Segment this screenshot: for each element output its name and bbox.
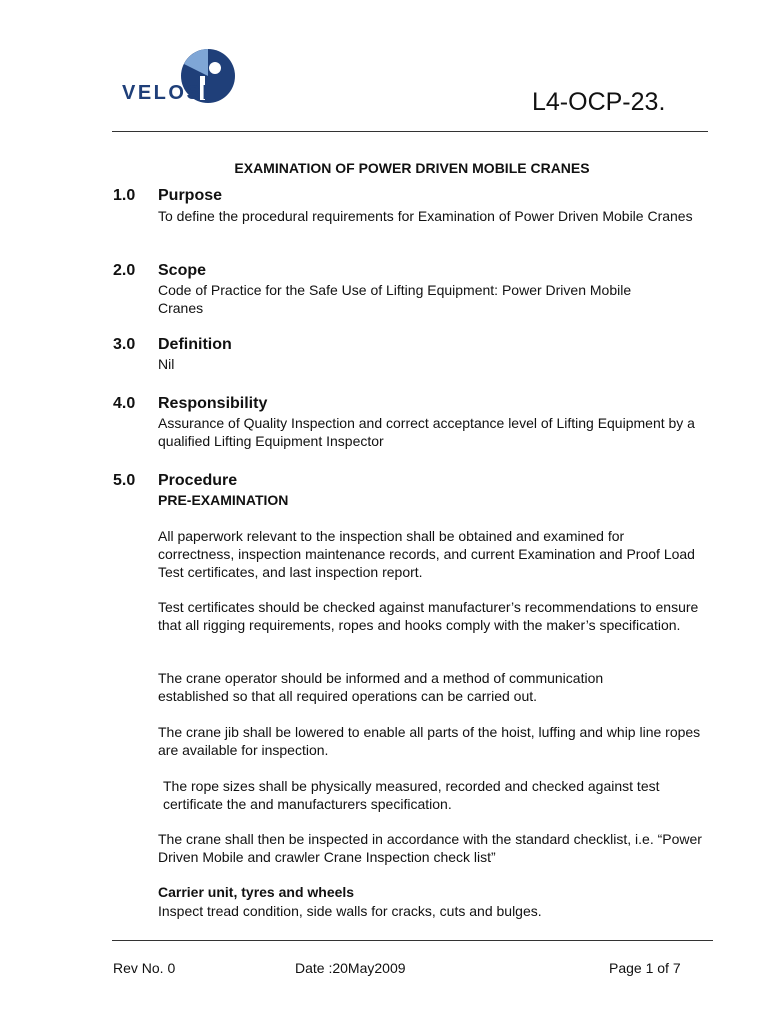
footer-revision: Rev No. 0 [113, 960, 176, 976]
carrier-unit-body: Inspect tread condition, side walls for cracks, cuts and bulges. [158, 903, 542, 919]
section-number: 2.0 [113, 262, 136, 279]
section-number: 5.0 [113, 472, 136, 489]
section-number: 1.0 [113, 187, 136, 204]
footer-page-number: Page 1 of 7 [609, 960, 681, 976]
document-code: L4-OCP-23. [532, 88, 666, 116]
section-body-purpose: To define the procedural requirements for Examination of Power Driven Mobile Cranes [158, 208, 693, 224]
section-number: 4.0 [113, 395, 136, 412]
section-title-definition: Definition [158, 336, 232, 353]
section-body-definition: Nil [158, 356, 175, 372]
procedure-paragraph: The crane operator should be informed and a method of communication established so that all required operations can be carried out. [158, 670, 604, 704]
document-title: EXAMINATION OF POWER DRIVEN MOBILE CRANES [234, 160, 590, 176]
procedure-paragraph: The crane shall then be inspected in accordance with the standard checklist, i.e. “Power Driven Mobile and crawler Crane Inspection check list” [158, 831, 702, 865]
procedure-paragraph: The crane jib shall be lowered to enable all parts of the hoist, luffing and whip line ropes are available for inspection. [158, 724, 701, 758]
section-body-responsibility: Assurance of Quality Inspection and correct acceptance level of Lifting Equipment by a qualified Lifting Equipment Inspector [158, 415, 695, 449]
velosi-logo [118, 46, 238, 110]
section-title-purpose: Purpose [158, 187, 223, 204]
procedure-paragraph: All paperwork relevant to the inspection shall be obtained and examined for correctness, inspection maintenance records, and current Examination and Proof Load Test certificates, and last inspection report. [158, 528, 695, 580]
section-title-procedure: Procedure [158, 472, 238, 489]
pre-examination-heading: PRE-EXAMINATION [158, 492, 289, 508]
carrier-unit-heading: Carrier unit, tyres and wheels [158, 884, 355, 900]
header-divider [112, 131, 708, 132]
logo-text: VELOSI [122, 82, 211, 104]
section-number: 3.0 [113, 336, 136, 353]
section-title-responsibility: Responsibility [158, 395, 268, 412]
section-title-scope: Scope [158, 262, 207, 279]
procedure-paragraph: Test certificates should be checked against manufacturer’s recommendations to ensure that all rigging requirements, ropes and hooks comply with the maker’s specification. [158, 599, 699, 633]
footer-divider [112, 940, 713, 941]
footer-date: Date :20May2009 [295, 960, 406, 976]
section-body-scope: Code of Practice for the Safe Use of Lifting Equipment: Power Driven Mobile Cranes [158, 282, 632, 316]
procedure-paragraph: The rope sizes shall be physically measured, recorded and checked against test certificate the and manufacturers specification. [163, 778, 660, 812]
